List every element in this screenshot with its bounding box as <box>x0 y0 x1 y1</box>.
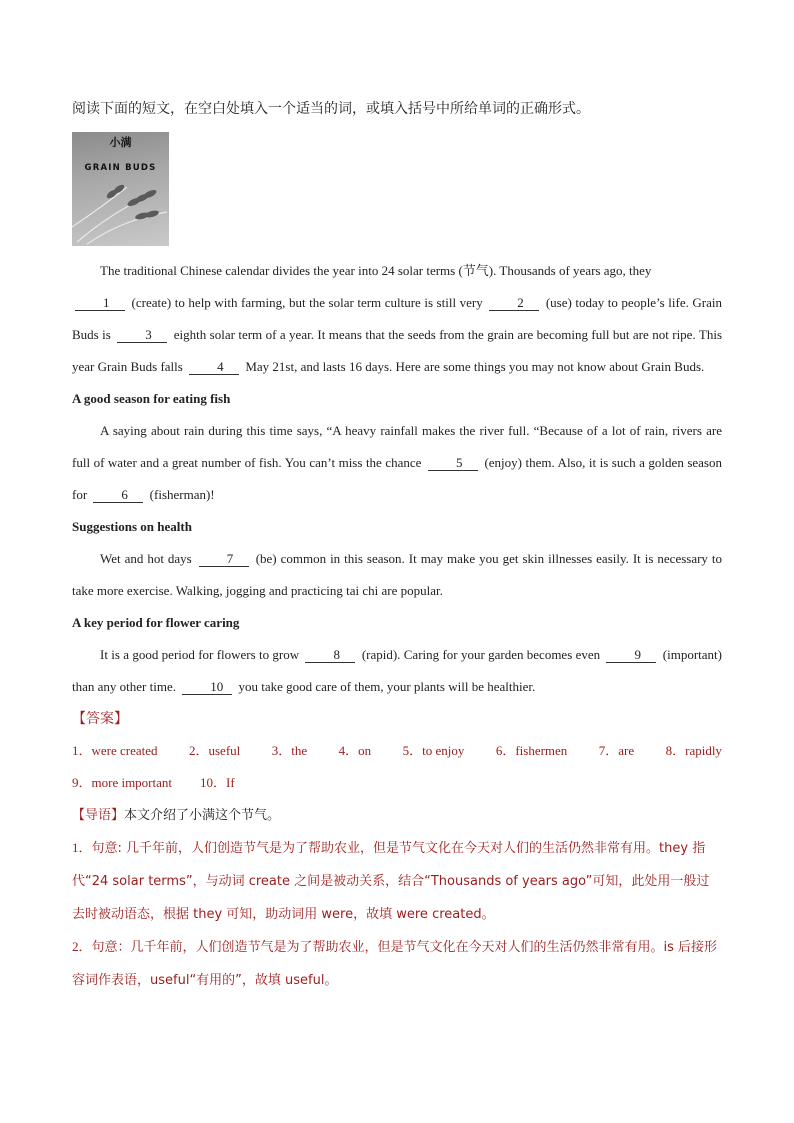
blank-10[interactable]: 10 <box>182 679 232 695</box>
passage-paragraph-2 <box>72 415 722 511</box>
passage-paragraph-3 <box>72 543 722 607</box>
text: (use) today to people’s life. Grain Buds is <box>72 295 723 342</box>
blank-8[interactable]: 8 <box>305 647 355 663</box>
wheat-ear-icon <box>72 132 169 246</box>
explanation-number: 1． <box>72 840 92 855</box>
explanation-text: 句意：几千年前，人们创造节气是为了帮助农业，但是节气文化在今天对人们的生活仍然非常有用。is 后接形容词作表语，useful“有用的”，故填 useful。 <box>72 940 718 988</box>
answer-item: 5．to enjoy <box>402 743 465 758</box>
text: (be) common in this season. It may make you get skin illnesses easily. It is necessary to take more exercise. Walking, jogging and practicing tai chi are popular. <box>72 551 723 598</box>
text: It is a good period for flowers to grow <box>100 647 300 662</box>
blank-6[interactable]: 6 <box>93 487 143 503</box>
blank-1[interactable]: 1 <box>75 295 125 311</box>
image-title-cn: 小满 <box>109 136 132 149</box>
answer-row-2 <box>72 767 722 799</box>
instruction: 阅读下面的短文，在空白处填入一个适当的词，或填入括号中所给单词的正确形式。 <box>72 102 590 117</box>
blank-4[interactable]: 4 <box>189 359 239 375</box>
document-page <box>72 98 722 997</box>
answer-item: 10．If <box>200 775 235 790</box>
text: (fisherman)! <box>149 487 215 502</box>
text: you take good care of them, your plants will be healthier. <box>238 679 536 694</box>
section-heading-health: Suggestions on health <box>72 519 192 534</box>
answer-item: 2．useful <box>189 743 241 758</box>
explanation-1 <box>72 832 722 931</box>
answer-item: 7．are <box>598 743 635 758</box>
blank-2[interactable]: 2 <box>489 295 539 311</box>
blank-9[interactable]: 9 <box>606 647 656 663</box>
guide-line <box>72 799 722 832</box>
passage-paragraph-4 <box>72 639 722 703</box>
explanation-2 <box>72 931 722 997</box>
blank-7[interactable]: 7 <box>199 551 249 567</box>
answer-row-1 <box>72 735 722 767</box>
guide-label: 【导语】 <box>72 808 125 823</box>
answer-item: 8．rapidly <box>665 743 722 758</box>
blank-3[interactable]: 3 <box>117 327 167 343</box>
text: (create) to help with farming, but the solar term culture is still very <box>131 295 483 310</box>
grain-buds-image <box>72 132 169 246</box>
answer-item: 3．the <box>271 743 308 758</box>
answer-item: 9．more important <box>72 775 173 790</box>
answer-item: 6．fishermen <box>495 743 568 758</box>
guide-text: 本文介绍了小满这个节气。 <box>124 808 281 823</box>
section-heading-fish: A good season for eating fish <box>72 391 231 406</box>
image-title-en: GRAIN BUDS <box>84 163 157 173</box>
blank-5[interactable]: 5 <box>428 455 478 471</box>
text: (rapid). Caring for your garden becomes even <box>361 647 601 662</box>
passage-paragraph-1 <box>72 255 722 383</box>
text: (enjoy) them. Also, it is such a golden season for <box>72 455 722 502</box>
text: The traditional Chinese calendar divides the year into 24 solar terms (节气). Thousands of years ago, they <box>100 263 652 278</box>
text: May 21st, and lasts 16 days. Here are some things you may not know about Grain Buds. <box>245 359 705 374</box>
answer-item: 1．were created <box>72 743 158 758</box>
answer-item: 4．on <box>338 743 372 758</box>
explanation-text: 句意: 几千年前，人们创造节气是为了帮助农业，但是节气文化在今天对人们的生活仍然非常有用。they 指代“24 solar terms”，与动词 create 之间是被动关系，结合“Thousands of years ago”可知，此处用一般过去时被动语态，根据 they 可知，助动词用 were，故填 were created。 <box>72 841 710 922</box>
explanation-number: 2． <box>72 939 92 954</box>
text: eighth solar term of a year. It means that the seeds from the grain are becoming full but are not ripe. This year Grain Buds falls <box>72 327 723 374</box>
section-heading-flower: A key period for flower caring <box>72 615 240 630</box>
text: (important) than any other time. <box>72 647 723 694</box>
answer-heading: 【答案】 <box>72 711 128 727</box>
text: Wet and hot days <box>100 551 192 566</box>
text: A saying about rain during this time says, “A heavy rainfall makes the river full. “Because of a lot of rain, rivers are full of water and a great number of fish. You can’t miss the chance <box>72 423 722 470</box>
